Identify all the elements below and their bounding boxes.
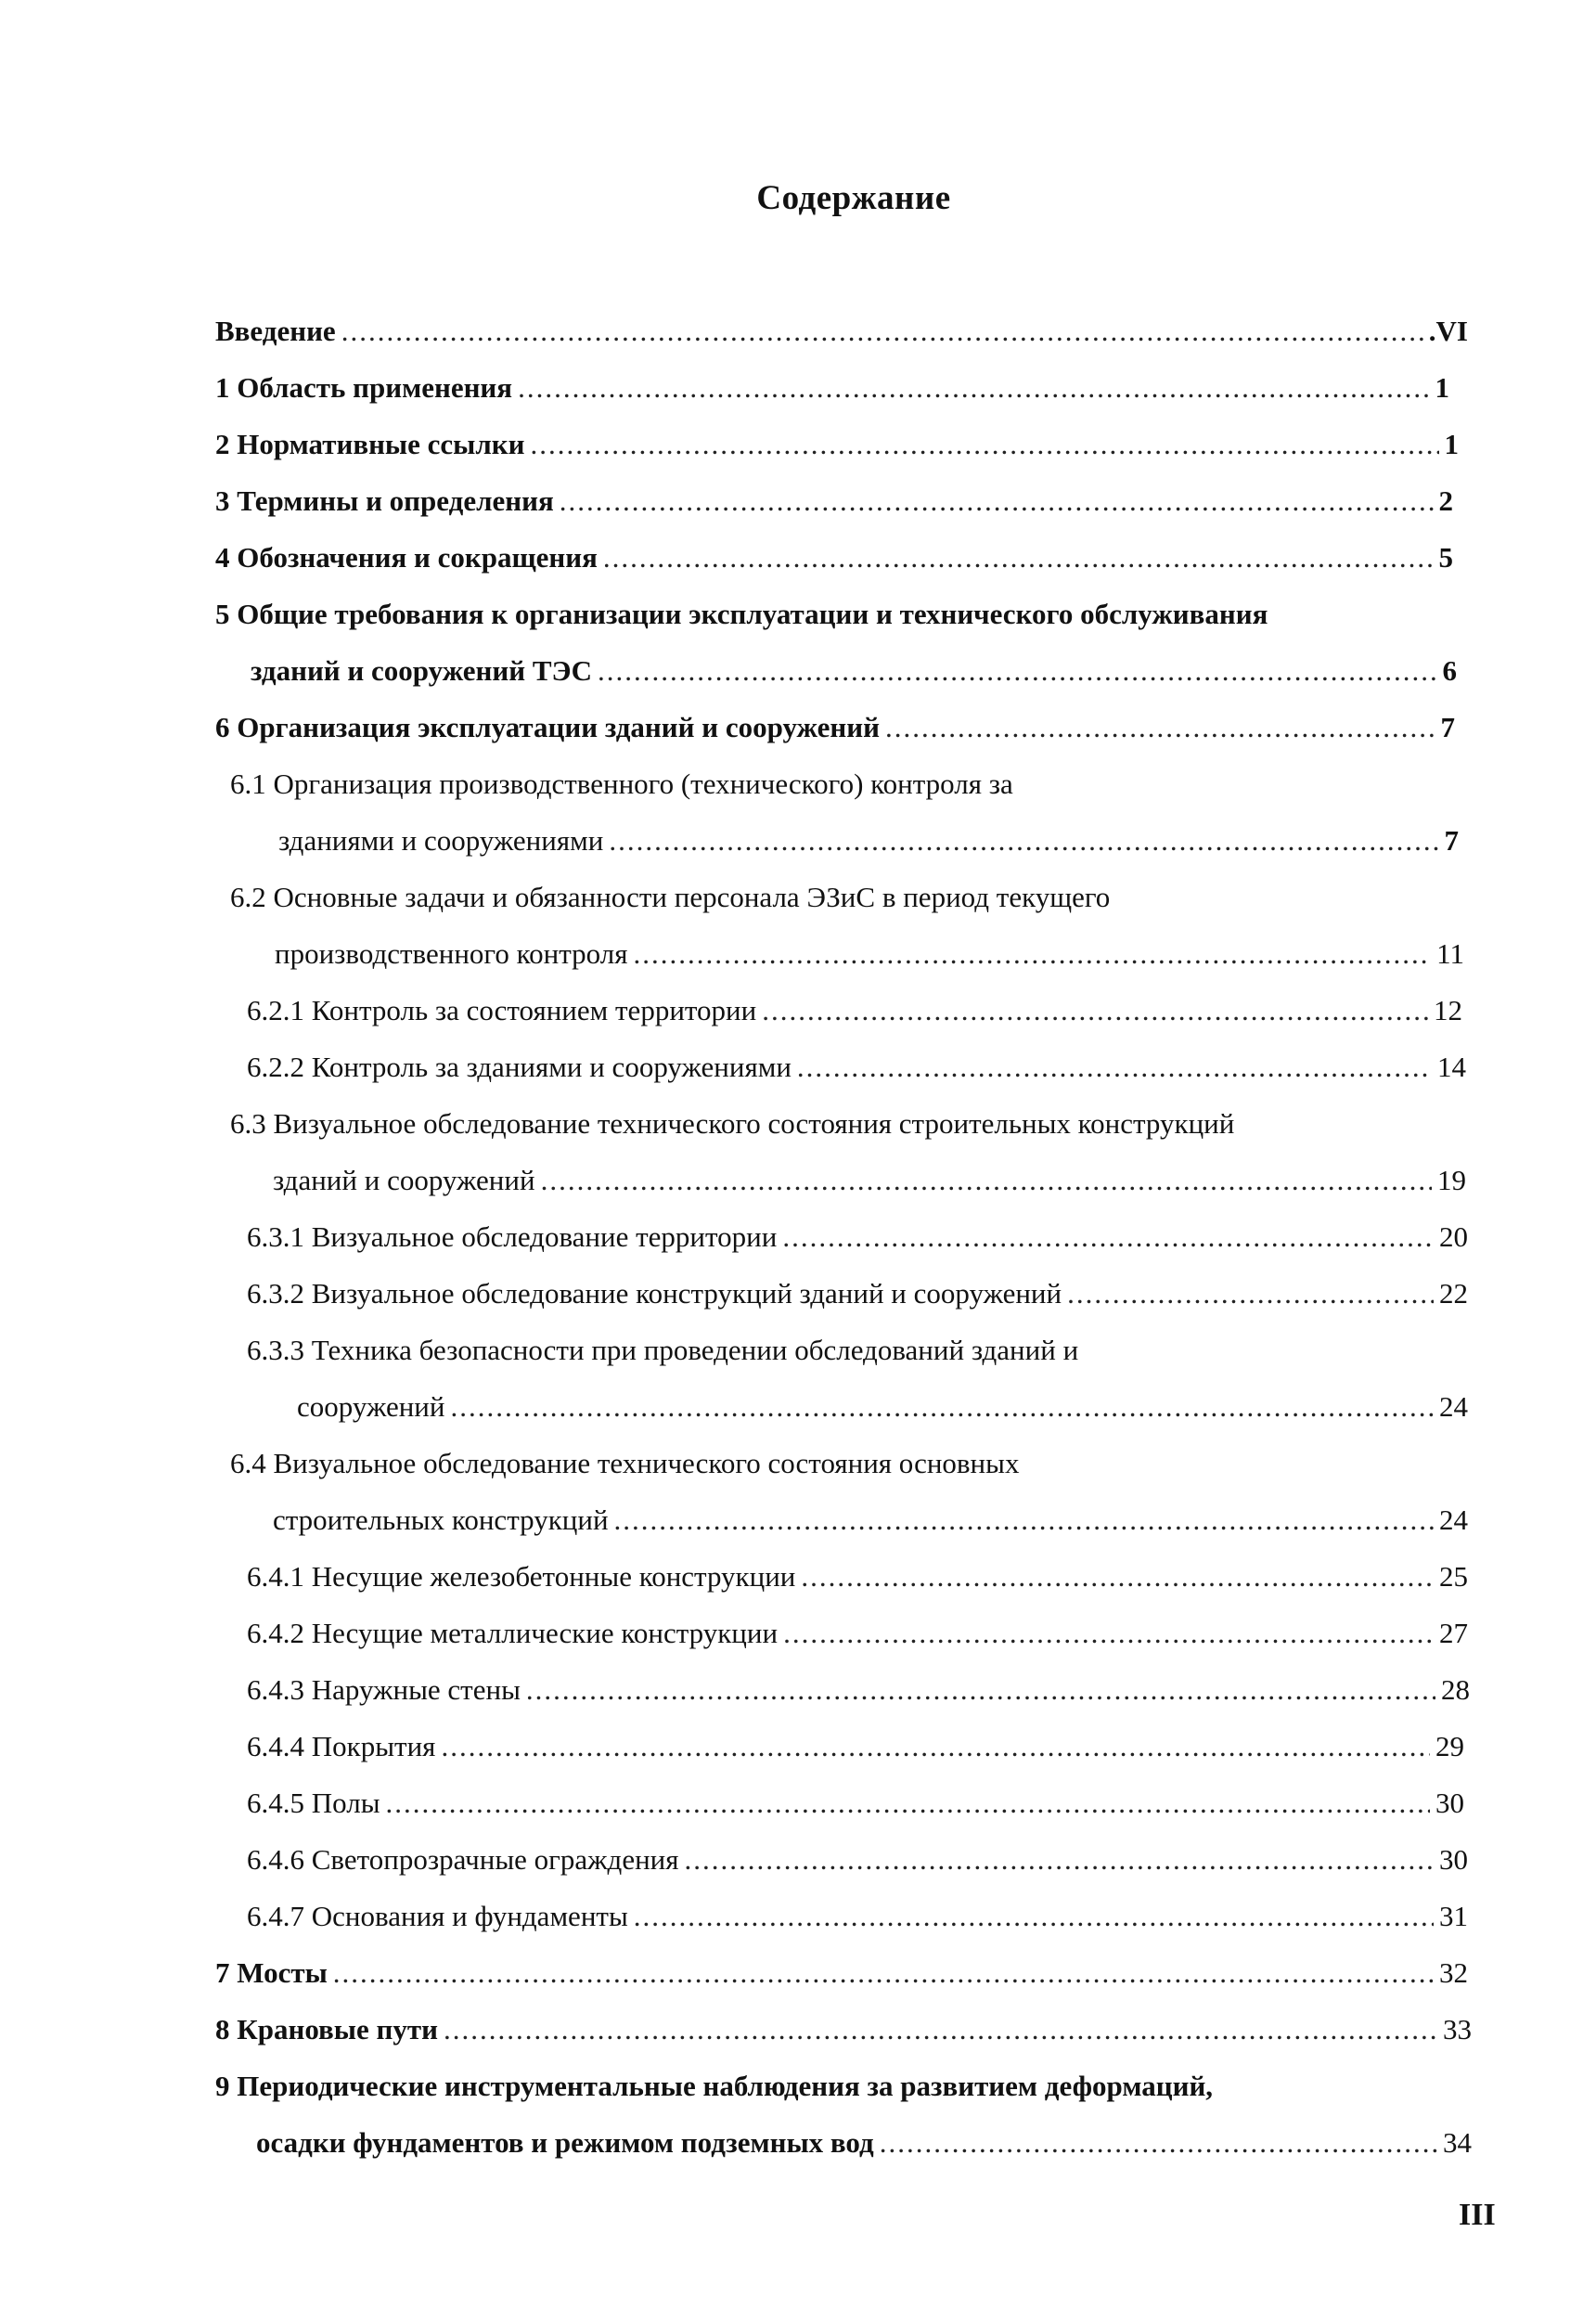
toc-leader-dots bbox=[880, 2124, 1437, 2162]
page-title: Содержание bbox=[756, 179, 951, 217]
toc-leader-dots bbox=[685, 1841, 1434, 1878]
toc-entry-text: 6.4 Визуальное обследование технического состояния основных bbox=[230, 1447, 1020, 1479]
toc-entry-page: 24 bbox=[1439, 1390, 1468, 1423]
toc-entry bbox=[215, 313, 1468, 350]
toc-entry bbox=[247, 1275, 1468, 1312]
toc-entry-text: 6.1 Организация производственного (технического) контроля за bbox=[230, 768, 1013, 800]
toc-entry bbox=[247, 1671, 1470, 1709]
toc-entry-text: 1 Область применения bbox=[215, 371, 513, 404]
toc-entry-page: 33 bbox=[1443, 2013, 1472, 2045]
toc-entry-page: 27 bbox=[1439, 1617, 1468, 1649]
toc-leader-dots bbox=[614, 1502, 1434, 1539]
toc-entry-text: 2 Нормативные ссылки bbox=[215, 428, 525, 460]
toc-entry-page: 12 bbox=[1434, 994, 1462, 1026]
toc-entry-page: 14 bbox=[1437, 1051, 1466, 1083]
toc-entry bbox=[215, 596, 1468, 633]
toc-leader-dots bbox=[634, 1898, 1434, 1935]
toc-entry-page: 6 bbox=[1442, 654, 1457, 687]
toc-entry-text: 6 Организация эксплуатации зданий и сооружений bbox=[215, 711, 880, 743]
toc-entry-text: 9 Периодические инструментальные наблюдения за развитием деформаций, bbox=[215, 2070, 1214, 2102]
toc-entry bbox=[273, 1502, 1468, 1539]
toc-leader-dots bbox=[783, 1615, 1434, 1652]
toc-entry bbox=[275, 936, 1464, 973]
toc-entry-text: осадки фундаментов и режимом подземных вод bbox=[256, 2126, 874, 2159]
toc-entry bbox=[215, 426, 1459, 463]
toc-entry bbox=[215, 2011, 1472, 2048]
toc-entry bbox=[278, 822, 1459, 859]
toc-entry bbox=[297, 1388, 1468, 1426]
toc-entry-page: 30 bbox=[1439, 1843, 1468, 1876]
toc-entry-text: 6.4.4 Покрытия bbox=[247, 1730, 436, 1762]
toc-leader-dots bbox=[450, 1388, 1434, 1426]
toc-entry bbox=[247, 1898, 1468, 1935]
toc-entry-page: 22 bbox=[1439, 1277, 1468, 1310]
toc-entry bbox=[230, 1445, 1436, 1482]
toc-entry-text: 3 Термины и определения bbox=[215, 484, 554, 517]
toc-entry-page: 1 bbox=[1444, 428, 1459, 460]
toc-entry-text: сооружений bbox=[297, 1390, 445, 1423]
toc-entry-page: 30 bbox=[1435, 1787, 1464, 1819]
toc-entry bbox=[215, 709, 1455, 746]
toc-entry bbox=[230, 766, 1455, 803]
toc-leader-dots bbox=[444, 2011, 1437, 2048]
toc-entry-text: производственного контроля bbox=[275, 937, 628, 970]
toc-entry bbox=[247, 1332, 1453, 1369]
toc-entry bbox=[247, 1219, 1468, 1256]
toc-entry-text: строительных конструкций bbox=[273, 1503, 609, 1536]
toc-entry bbox=[215, 2068, 1468, 2105]
toc-entry bbox=[247, 1558, 1468, 1595]
toc-entry bbox=[230, 1105, 1483, 1142]
toc-leader-dots bbox=[526, 1671, 1435, 1709]
toc-entry-text: зданиями и сооружениями bbox=[278, 824, 604, 857]
toc-entry-page: 31 bbox=[1439, 1900, 1468, 1932]
toc-entry bbox=[247, 1615, 1468, 1652]
toc-entry bbox=[215, 539, 1453, 576]
toc-leader-dots bbox=[333, 1955, 1434, 1992]
toc-entry bbox=[273, 1162, 1466, 1199]
toc-entry-page: 7 bbox=[1444, 824, 1459, 857]
toc-entry-text: зданий и сооружений bbox=[273, 1164, 535, 1196]
toc-leader-dots bbox=[782, 1219, 1434, 1256]
toc-leader-dots bbox=[609, 822, 1438, 859]
toc-entry bbox=[247, 1728, 1464, 1765]
toc-entry-text: 6.3.3 Техника безопасности при проведении обследований зданий и bbox=[247, 1334, 1079, 1366]
toc-entry-text: 4 Обозначения и сокращения bbox=[215, 541, 598, 574]
toc-leader-dots bbox=[885, 709, 1435, 746]
toc-entry-text: 6.2.2 Контроль за зданиями и сооружениями bbox=[247, 1051, 792, 1083]
toc-entry-page: 5 bbox=[1438, 541, 1453, 574]
toc-entry-page: 28 bbox=[1441, 1673, 1470, 1706]
toc-entry-page: 2 bbox=[1438, 484, 1453, 517]
toc-entry bbox=[251, 652, 1457, 690]
toc-entry-text: 7 Мосты bbox=[215, 1956, 328, 1989]
toc-entry bbox=[256, 2124, 1472, 2162]
toc-entry bbox=[215, 1955, 1468, 1992]
toc-entry-text: 6.3.1 Визуальное обследование территории bbox=[247, 1220, 778, 1253]
toc-leader-dots bbox=[801, 1558, 1434, 1595]
toc-entry-text: 6.3 Визуальное обследование технического состояния строительных конструкций bbox=[230, 1107, 1235, 1140]
toc-entry-text: 6.2 Основные задачи и обязанности персонала ЭЗиС в период текущего bbox=[230, 881, 1111, 913]
toc-entry-page: 29 bbox=[1435, 1730, 1464, 1762]
toc-leader-dots bbox=[530, 426, 1438, 463]
toc-entry-text: 8 Крановые пути bbox=[215, 2013, 438, 2045]
toc-leader-dots bbox=[1067, 1275, 1434, 1312]
toc-entry-text: 6.4.2 Несущие металлические конструкции bbox=[247, 1617, 779, 1649]
toc-entry-text: 6.2.1 Контроль за состоянием территории bbox=[247, 994, 757, 1026]
toc-entry-page: 32 bbox=[1439, 1956, 1468, 1989]
toc-leader-dots bbox=[762, 992, 1428, 1029]
toc-entry-page: 7 bbox=[1440, 711, 1455, 743]
toc-entry bbox=[247, 1785, 1464, 1822]
toc-leader-dots bbox=[341, 313, 1423, 350]
toc-entry-text: зданий и сооружений ТЭС bbox=[251, 654, 592, 687]
toc-leader-dots bbox=[598, 652, 1437, 690]
toc-entry-text: 5 Общие требования к организации эксплуатации и технического обслуживания bbox=[215, 598, 1268, 630]
toc-leader-dots bbox=[541, 1162, 1432, 1199]
toc-leader-dots bbox=[633, 936, 1431, 973]
toc-entry-page: 19 bbox=[1437, 1164, 1466, 1196]
toc-entry bbox=[215, 369, 1449, 406]
toc-entry-text: 6.4.3 Наружные стены bbox=[247, 1673, 521, 1706]
toc-entry-text: 6.3.2 Визуальное обследование конструкций зданий и сооружений bbox=[247, 1277, 1062, 1310]
toc-entry-page: 1 bbox=[1435, 371, 1449, 404]
toc-entry-text: 6.4.1 Несущие железобетонные конструкции bbox=[247, 1560, 796, 1593]
toc-leader-dots bbox=[603, 539, 1434, 576]
toc-entry-page: .VI bbox=[1428, 315, 1468, 347]
toc-entry-page: 20 bbox=[1439, 1220, 1468, 1253]
toc-entry-page: 25 bbox=[1439, 1560, 1468, 1593]
toc-leader-dots bbox=[441, 1728, 1430, 1765]
toc-entry-page: 24 bbox=[1439, 1503, 1468, 1536]
toc-entry-text: Введение bbox=[215, 315, 336, 347]
toc-entry bbox=[247, 1049, 1466, 1086]
toc-leader-dots bbox=[518, 369, 1429, 406]
toc-entry-page: 34 bbox=[1443, 2126, 1472, 2159]
toc-entry bbox=[247, 992, 1462, 1029]
page-number: III bbox=[1459, 2198, 1496, 2232]
toc-entry-text: 6.4.5 Полы bbox=[247, 1787, 380, 1819]
toc-leader-dots bbox=[386, 1785, 1430, 1822]
toc-entry-text: 6.4.7 Основания и фундаменты bbox=[247, 1900, 628, 1932]
toc-entry bbox=[230, 879, 1474, 916]
toc-entry-page: 11 bbox=[1436, 937, 1464, 970]
toc-entry bbox=[247, 1841, 1468, 1878]
toc-entry bbox=[215, 483, 1453, 520]
toc-leader-dots bbox=[560, 483, 1434, 520]
toc-entry-text: 6.4.6 Светопрозрачные ограждения bbox=[247, 1843, 679, 1876]
toc-leader-dots bbox=[797, 1049, 1432, 1086]
